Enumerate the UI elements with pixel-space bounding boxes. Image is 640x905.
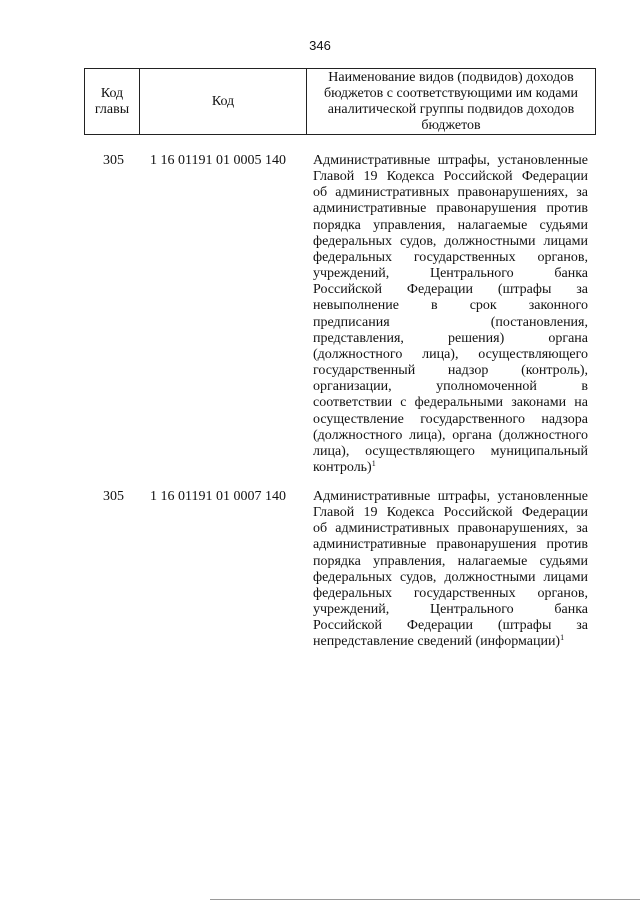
footnote-marker: 1 xyxy=(560,633,565,643)
page-number: 346 xyxy=(309,38,331,53)
description-line: порядка управления, налагаемые судьями xyxy=(313,217,588,233)
revenue-code: 1 16 01191 01 0007 140 xyxy=(150,489,286,504)
description-line: (должностного лица), осуществляющего xyxy=(313,346,588,362)
description-line: лица), осуществляющего муниципальный xyxy=(313,443,588,459)
revenue-description xyxy=(313,153,588,476)
description-line: административные правонарушения против xyxy=(313,537,588,553)
description-line: предписания (постановления, xyxy=(313,314,588,330)
description-line: контроль)$^1$ xyxy=(313,458,376,475)
scan-edge-line xyxy=(210,899,640,900)
description-line: невыполнение в срок законного xyxy=(313,298,588,314)
description-line: государственный надзор (контроль), xyxy=(313,363,588,379)
chapter-code: 305 xyxy=(103,153,124,168)
description-line: административные правонарушения против xyxy=(313,201,588,217)
description-line: федеральных государственных органов, xyxy=(313,249,588,265)
description-line: Российской Федерации (штрафы за xyxy=(313,282,588,298)
description-line: Административные штрафы, установленные xyxy=(313,489,588,504)
description-line: Главой 19 Кодекса Российской Федерации xyxy=(313,169,588,185)
description-line: осуществление государственного надзора xyxy=(313,411,588,427)
description-line: представления, решения) органа xyxy=(313,330,588,346)
revenue-description xyxy=(313,489,588,651)
chapter-code: 305 xyxy=(103,489,124,504)
description-line: порядка управления, налагаемые судьями xyxy=(313,553,588,569)
description-line: учреждений, Центрального банка xyxy=(313,602,588,618)
description-line: учреждений, Центрального банка xyxy=(313,266,588,282)
description-line: непредставление сведений (информации)$^1$ xyxy=(313,633,565,650)
description-line: Главой 19 Кодекса Российской Федерации xyxy=(313,505,588,521)
description-line: соответствии с федеральными законами на xyxy=(313,395,588,411)
description-line: федеральных судов, должностными лицами xyxy=(313,569,588,585)
header-chapter-code: Код главы xyxy=(85,69,140,135)
description-line: об административных правонарушениях, за xyxy=(313,521,588,537)
description-line: федеральных государственных органов, xyxy=(313,585,588,601)
description-line: Административные штрафы, установленные xyxy=(313,153,588,168)
description-line: организации, уполномоченной в xyxy=(313,379,588,395)
revenue-code: 1 16 01191 01 0005 140 xyxy=(150,153,286,168)
header-name: Наименование видов (подвидов) доходов бюджетов с соответствующими им кодами аналитической группы подвидов доходов бюджетов xyxy=(307,69,596,135)
table-header xyxy=(84,68,596,135)
description-line: федеральных судов, должностными лицами xyxy=(313,233,588,249)
footnote-marker: 1 xyxy=(371,458,376,468)
description-line: Российской Федерации (штрафы за xyxy=(313,618,588,634)
description-line: (должностного лица), органа (должностного xyxy=(313,427,588,443)
description-line: об административных правонарушениях, за xyxy=(313,185,588,201)
header-code: Код xyxy=(140,69,307,135)
